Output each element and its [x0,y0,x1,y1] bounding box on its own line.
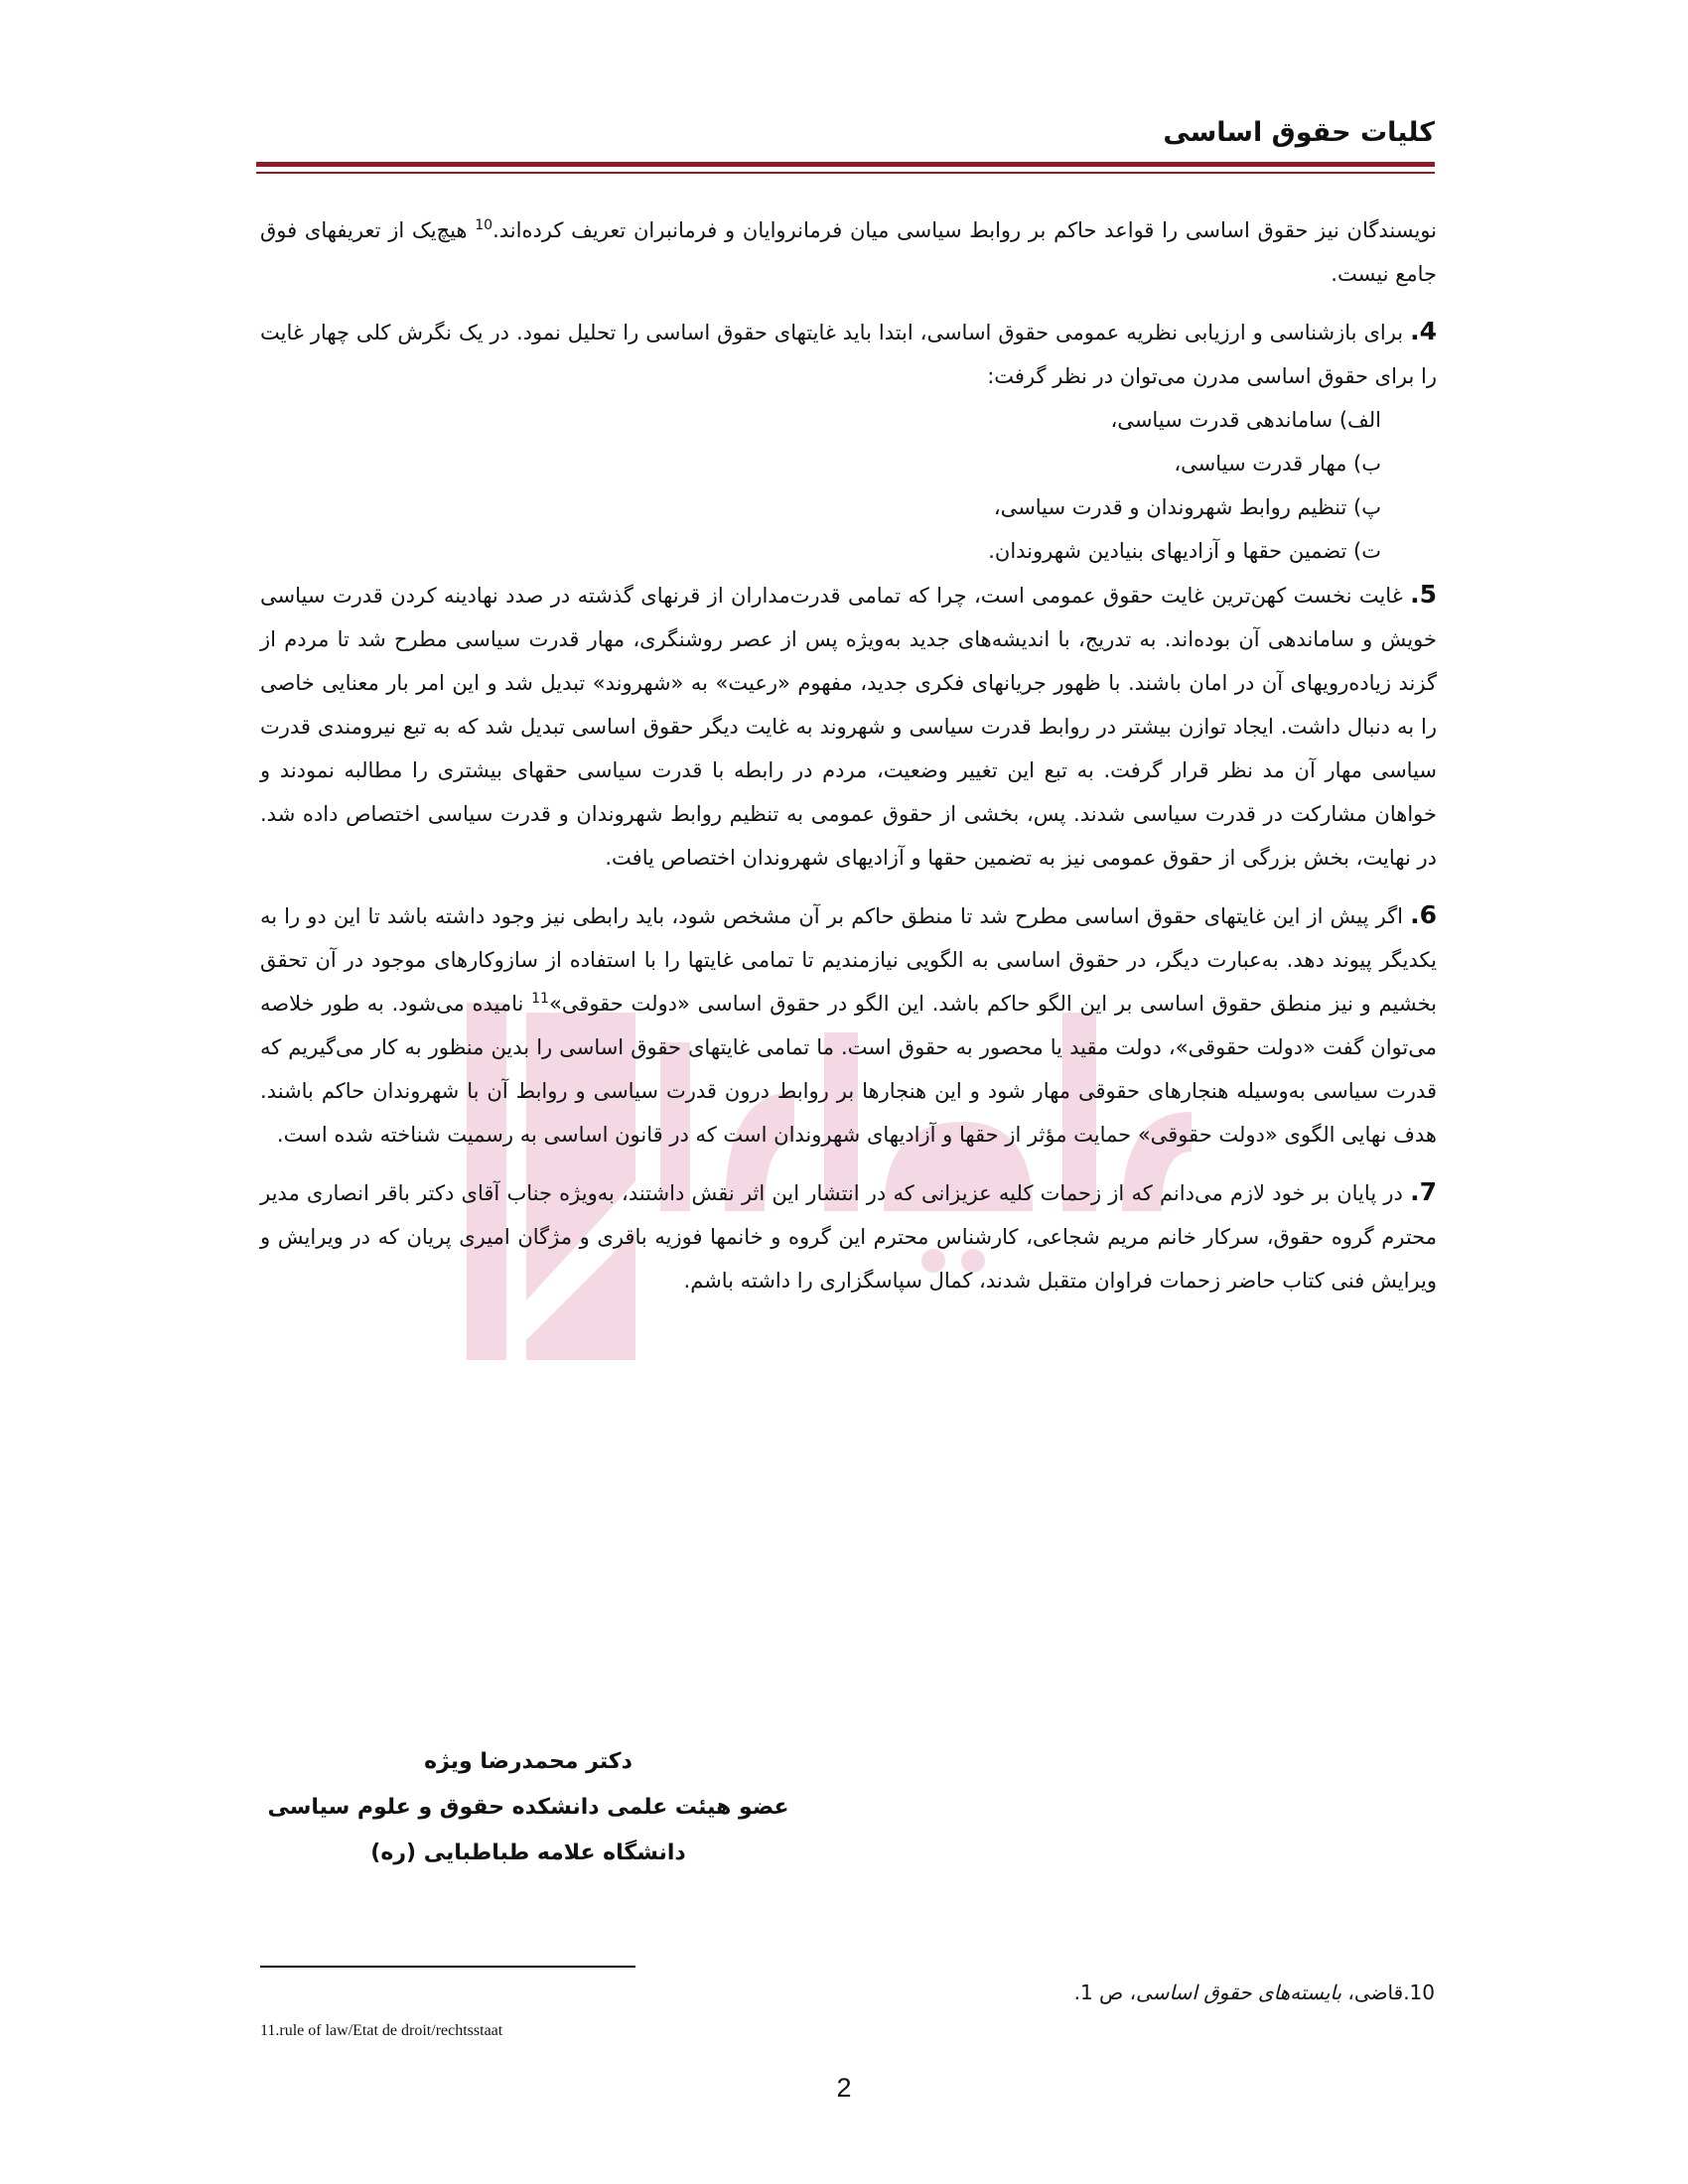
list-item-t: ت) تضمین حقها و آزادیهای بنیادین شهروندان. [988,539,1381,563]
paragraph-4: 4. برای بازشناسی و ارزیابی نظریه عمومی حقوق اساسی، ابتدا باید غایتهای حقوق اساسی را تحلیل نمود. در یک نگرش کلی چهار غایت را برای حقوق اساسی مدرن می‌توان در نظر گرفت: [260,317,1437,388]
footnote-ref-10[interactable]: 10 [475,217,493,233]
paragraph-number: 5. [1410,580,1437,609]
body-text [260,208,1437,1302]
footnote-separator [260,1966,635,1968]
signature-position: عضو هیئت علمی دانشکده حقوق و علوم سیاسی [267,1795,789,1820]
signature-block [260,1739,796,1876]
list-item-a: الف) ساماندهی قدرت سیاسی، [1110,408,1381,432]
footnote-11: 11.rule of law/Etat de droit/rechtsstaat [260,2022,503,2039]
header-rule-thick [256,162,1435,167]
paragraph-6: 6. اگر پیش از این غایتهای حقوق اساسی مطرح شد تا منطق حاکم بر آن مشخص شود، باید رابطی نیز وجود داشته باشد تا این دو را به یکدیگر پیوند دهد. به‌عبارت دیگر، در حقوق اساسی به الگویی نیازمندیم تا تمامی غایتها را با استفاده از سازوکارهای موجود در آن تحقق بخشیم و نیز منطق حقوق اساسی بر این الگو حاکم باشد. این الگو در حقوق اساسی «دولت حقوقی»$^{11}$ نامیده می‌شود. به طور خلاصه می‌توان گفت «دولت حقوقی»، دولت مقید یا محصور به حقوق است. ما تمامی غایتهای حقوق اساسی را بدین منظور به کار می‌گیریم که قدرت سیاسی به‌وسیله هنجارهای حقوقی مهار شود و این هنجارها بر روابط درون قدرت سیاسی و روابط آن با شهروندان حاکم باشند. هدف نهایی الگوی «دولت حقوقی» حمایت مؤثر از حقها و آزادیهای شهروندان است که در قانون اساسی به رسمیت شناخته شده است. [260,900,1437,1147]
signature-university: دانشگاه علامه طباطبایی (ره) [370,1841,686,1865]
page-number: 2 [836,2073,852,2103]
footnote-10: 10.قاضی، بایسته‌های حقوق اساسی، ص 1. [1073,1980,1435,2004]
paragraph-number: 6. [1410,900,1437,929]
footnote-ref-11[interactable]: 11 [531,991,549,1007]
paragraph-number: 7. [1410,1177,1437,1206]
paragraph-intro: نویسندگان نیز حقوق اساسی را قواعد حاکم بر روابط سیاسی میان فرمانروایان و فرمانبران تعریف کرده‌اند.$^{10}$ هیچ‌یک از تعریفهای فوق جامع نیست. [260,217,1437,286]
signature-name: دکتر محمدرضا ویژه [424,1749,633,1774]
header-rule-thin [256,172,1435,174]
running-header-title: کلیات حقوق اساسی [1163,117,1435,148]
paragraph-7: 7. در پایان بر خود لازم می‌دانم که از زحمات کلیه عزیزانی که در انتشار این اثر نقش داشتند، به‌ویژه جناب آقای دکتر باقر انصاری مدیر محترم گروه حقوق، سرکار خانم مریم شجاعی، کارشناس محترم این گروه و خانمها فوزیه باقری و مژگان امیری پریان که در ویرایش و ویرایش فنی کتاب حاضر زحمات فراوان متقبل شدند، کمال سپاسگزاری را داشته باشم. [260,1177,1437,1293]
list-item-p: پ) تنظیم روابط شهروندان و قدرت سیاسی، [993,495,1381,519]
paragraph-number: 4. [1410,317,1437,345]
list-item-b: ب) مهار قدرت سیاسی، [1174,452,1381,476]
paragraph-5: 5. غایت نخست کهن‌ترین غایت حقوق عمومی است، چرا که تمامی قدرت‌مداران از قرنهای گذشته در صدد نهادینه کردن قدرت سیاسی خویش و ساماندهی آن بوده‌اند. به تدریج، با اندیشه‌های جدید به‌ویژه پس از عصر روشنگری، مهار قدرت سیاسی مطرح شد تا مردم از گزند زیاده‌رویهای آن در امان باشند. با ظهور جریانهای فکری جدید، مفهوم «رعیت» به «شهروند» تبدیل شد و این امر بار معنایی خاصی را به دنبال داشت. ایجاد توازن بیشتر در روابط قدرت سیاسی و شهروند به غایت دیگر حقوق اساسی تبدیل شد که به تبع نیرومندی قدرت سیاسی مهار آن مد نظر قرار گرفت. به تبع این تغییر وضعیت، مردم در رابطه با قدرت سیاسی حقهای بیشتری را مطالبه نمودند و خواهان مشارکت در قدرت سیاسی شدند. پس، بخشی از حقوق عمومی به تنظیم روابط شهروندان و قدرت سیاسی اختصاص داده شد. در نهایت، بخش بزرگی از حقوق عمومی نیز به تضمین حقها و آزادیهای شهروندان اختصاص یافت. [260,580,1437,870]
